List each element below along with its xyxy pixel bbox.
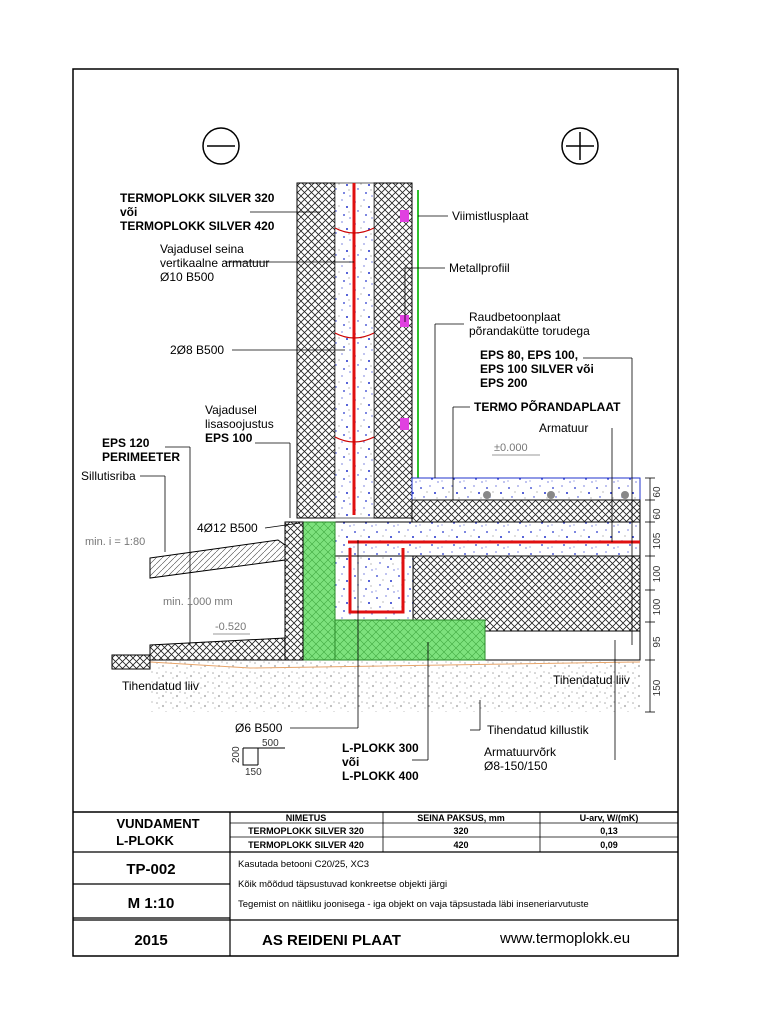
tb-company: AS REIDENI PLAAT	[262, 932, 401, 949]
label-metallprofiil: Metallprofiil	[449, 261, 510, 275]
minus-circle-icon	[203, 128, 239, 164]
green-base	[335, 620, 485, 660]
label-eps-opts-3: EPS 200	[480, 376, 528, 390]
tb-header-thickness: SEINA PAKSUS, mm	[417, 813, 505, 823]
plus-circle-icon	[562, 128, 598, 164]
eps120-perimeter-board	[150, 638, 285, 660]
extra-insulation	[285, 522, 303, 660]
label-vert-rebar-3: Ø10 B500	[160, 270, 215, 284]
dim-1: 60	[652, 486, 663, 498]
label-block-420: TERMOPLOKK SILVER 420	[120, 219, 275, 233]
label-extra-ins-1: Vajadusel	[205, 403, 257, 417]
label-killustik: Tihendatud killustik	[487, 723, 589, 737]
dim-6: 95	[652, 636, 663, 648]
dim-2: 60	[652, 508, 663, 520]
metal-profile-3	[400, 418, 409, 430]
dim-7: 150	[652, 679, 663, 697]
label-level-ground: -0.520	[215, 621, 247, 633]
label-rebar-2x8: 2Ø8 B500	[170, 343, 225, 357]
label-eps120-1: EPS 120	[102, 436, 150, 450]
tb-website: www.termoplokk.eu	[500, 930, 631, 947]
stirrup-sketch	[231, 738, 285, 778]
floor-insulation	[412, 500, 640, 522]
label-mesh-2: Ø8-150/150	[484, 759, 548, 773]
tb-year: 2015	[134, 932, 168, 949]
tb-scale: M 1:10	[127, 895, 175, 912]
label-block-320: TERMOPLOKK SILVER 320	[120, 191, 275, 205]
metal-profile-2	[400, 315, 409, 327]
left-edge-strip	[112, 655, 150, 669]
tb-row1-name: TERMOPLOKK SILVER 320	[248, 826, 364, 836]
label-armatuur: Armatuur	[539, 421, 589, 435]
paving-strip	[150, 540, 285, 578]
label-lplokk-2: või	[342, 755, 360, 769]
label-sillutisriba: Sillutisriba	[81, 469, 136, 483]
label-vert-rebar-2: vertikaalne armatuur	[160, 256, 270, 270]
label-level-zero: ±0.000	[494, 442, 528, 454]
label-viimistlusplaat: Viimistlusplaat	[452, 209, 529, 223]
label-slab-2: põrandakütte torudega	[469, 324, 590, 338]
label-stirrup: Ø6 B500	[235, 721, 283, 735]
label-termo-floor: TERMO PÕRANDAPLAAT	[474, 400, 621, 414]
l-block-top	[335, 522, 640, 556]
stirrup-leg: 150	[245, 767, 262, 778]
label-lplokk-1: L-PLOKK 300	[342, 741, 419, 755]
label-eps-opts-2: EPS 100 SILVER või	[480, 362, 594, 376]
label-min-width: min. 1000 mm	[163, 596, 233, 608]
tb-code: TP-002	[126, 861, 176, 878]
label-extra-ins-3: EPS 100	[205, 431, 253, 445]
tb-header-name: NIMETUS	[285, 813, 327, 823]
tb-row2-u: 0,09	[600, 840, 618, 850]
label-slope: min. i = 1:80	[85, 536, 146, 548]
metal-profile-1	[400, 210, 409, 222]
tb-row2-name: TERMOPLOKK SILVER 420	[248, 840, 364, 850]
wall-inner-shell	[374, 183, 412, 518]
stirrup-width: 500	[262, 738, 279, 749]
tb-note-1: Kasutada betooni C20/25, XC3	[238, 859, 369, 870]
tb-row2-thickness: 420	[453, 840, 469, 850]
label-eps-opts-1: EPS 80, EPS 100,	[480, 348, 579, 362]
dim-5: 100	[652, 598, 663, 616]
label-rebar-4x12: 4Ø12 B500	[197, 521, 258, 535]
label-mesh-1: Armatuurvõrk	[484, 745, 557, 759]
floor-slab	[412, 478, 640, 500]
wall-outer-shell	[297, 183, 335, 518]
label-slab-1: Raudbetoonplaat	[469, 310, 561, 324]
tb-title-2: L-PLOKK	[116, 833, 174, 848]
label-or-1: või	[120, 205, 138, 219]
label-eps120-2: PERIMEETER	[102, 450, 181, 464]
tb-row1-thickness: 320	[453, 826, 469, 836]
perimeter-insulation-green	[303, 522, 335, 660]
stirrup-height: 200	[231, 746, 242, 763]
label-vert-rebar-1: Vajadusel seina	[160, 242, 244, 256]
label-soil-left: Tihendatud liiv	[122, 679, 199, 693]
tb-note-2: Kõik mõõdud täpsustuvad konkreetse objekti järgi	[238, 879, 448, 890]
label-lplokk-3: L-PLOKK 400	[342, 769, 419, 783]
tb-header-u: U-arv, W/(mK)	[579, 813, 639, 823]
dim-3: 105	[652, 532, 663, 550]
tb-note-3: Tegemist on näitliku joonisega - iga objekt on vaja täpsustada läbi inseneriarvutuste	[238, 899, 589, 910]
dim-4: 100	[652, 565, 663, 583]
tb-title-1: VUNDAMENT	[116, 816, 200, 831]
label-soil-right: Tihendatud liiv	[553, 673, 630, 687]
label-extra-ins-2: lisasoojustus	[205, 417, 274, 431]
tb-row1-u: 0,13	[600, 826, 618, 836]
